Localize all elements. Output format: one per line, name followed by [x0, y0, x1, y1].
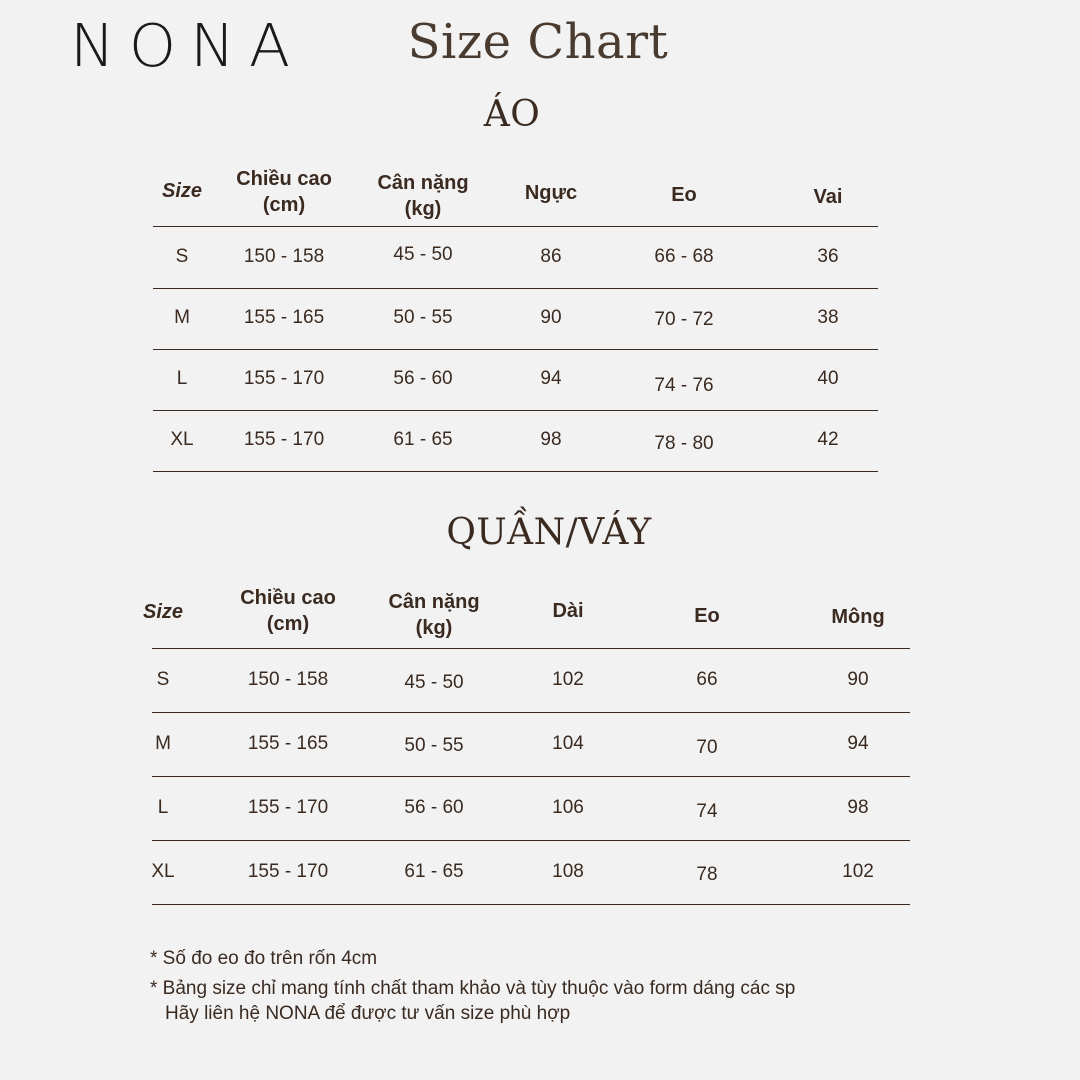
bottoms-heading: QUẦN/VÁY: [446, 512, 652, 553]
bottoms-row-2-col-2: 56 - 60: [404, 797, 464, 818]
tops-row-3-col-1: 155 - 170: [243, 429, 325, 450]
tops-row-1-col-0: M: [174, 307, 190, 328]
tops-rule-3: [153, 410, 878, 411]
tops-header-col-5: Vai: [813, 186, 843, 208]
tops-row-3-col-2: 61 - 65: [393, 429, 453, 450]
bottoms-rule-3: [152, 840, 910, 841]
tops-header-col-4: Eo: [671, 184, 697, 206]
note-contact: Hãy liên hệ NONA để được tư vấn size phù hợp: [165, 1003, 571, 1024]
bottoms-row-1-col-1: 155 - 165: [247, 733, 329, 754]
bottoms-header-col-4: Eo: [694, 605, 720, 627]
bottoms-row-1-col-0: M: [155, 733, 171, 754]
tops-heading: ÁO: [483, 94, 541, 135]
bottoms-header-col-1: Chiều cao (cm): [240, 587, 336, 635]
note-reference: * Bảng size chỉ mang tính chất tham khảo và tùy thuộc vào form dáng các sp: [150, 978, 796, 999]
tops-row-2-col-0: L: [176, 368, 188, 389]
bottoms-row-1-col-2: 50 - 55: [404, 735, 464, 756]
tops-row-1-col-5: 38: [817, 307, 839, 328]
bottoms-row-3-col-0: XL: [151, 861, 175, 882]
bottoms-rule-0: [152, 648, 910, 649]
tops-header-col-1: Chiều cao (cm): [236, 168, 332, 216]
note-waist: * Số đo eo đo trên rốn 4cm: [150, 948, 378, 969]
tops-rule-4: [153, 471, 878, 472]
bottoms-row-1-col-5: 94: [847, 733, 869, 754]
bottoms-row-3-col-2: 61 - 65: [404, 861, 464, 882]
tops-row-2-col-3: 94: [540, 368, 562, 389]
bottoms-rule-2: [152, 776, 910, 777]
tops-row-0-col-1: 150 - 158: [243, 246, 325, 267]
tops-row-1-col-1: 155 - 165: [243, 307, 325, 328]
bottoms-row-2-col-3: 106: [552, 797, 584, 818]
tops-row-2-col-5: 40: [817, 368, 839, 389]
bottoms-row-1-col-3: 104: [552, 733, 584, 754]
bottoms-row-1-col-4: 70: [696, 737, 718, 758]
bottoms-header-col-0: Size: [142, 601, 184, 623]
page-title: Size Chart: [407, 14, 669, 70]
tops-rule-2: [153, 349, 878, 350]
bottoms-row-2-col-1: 155 - 170: [247, 797, 329, 818]
tops-row-3-col-3: 98: [540, 429, 562, 450]
tops-row-0-col-5: 36: [817, 246, 839, 267]
bottoms-header-col-2: Cân nặng (kg): [388, 591, 480, 639]
tops-row-2-col-4: 74 - 76: [654, 375, 714, 396]
bottoms-row-0-col-0: S: [156, 669, 170, 690]
bottoms-row-0-col-2: 45 - 50: [404, 672, 464, 693]
tops-row-3-col-0: XL: [170, 429, 194, 450]
tops-rule-0: [153, 226, 878, 227]
bottoms-row-3-col-4: 78: [696, 864, 718, 885]
bottoms-row-2-col-5: 98: [847, 797, 869, 818]
tops-row-0-col-0: S: [175, 246, 189, 267]
tops-row-0-col-4: 66 - 68: [654, 246, 714, 267]
tops-row-0-col-3: 86: [540, 246, 562, 267]
tops-header-col-2: Cân nặng (kg): [377, 172, 469, 220]
brand-logo: NONA: [70, 12, 305, 81]
tops-header-col-3: Ngực: [524, 182, 578, 204]
tops-row-0-col-2: 45 - 50: [393, 244, 453, 265]
bottoms-row-0-col-4: 66: [696, 669, 718, 690]
bottoms-row-2-col-0: L: [157, 797, 169, 818]
bottoms-row-2-col-4: 74: [696, 801, 718, 822]
tops-row-1-col-2: 50 - 55: [393, 307, 453, 328]
tops-row-2-col-1: 155 - 170: [243, 368, 325, 389]
tops-row-1-col-4: 70 - 72: [654, 309, 714, 330]
bottoms-header-col-3: Dài: [552, 600, 584, 622]
bottoms-row-0-col-3: 102: [552, 669, 584, 690]
bottoms-row-3-col-1: 155 - 170: [247, 861, 329, 882]
tops-header-col-0: Size: [161, 180, 203, 202]
bottoms-row-0-col-1: 150 - 158: [247, 669, 329, 690]
tops-row-2-col-2: 56 - 60: [393, 368, 453, 389]
bottoms-row-0-col-5: 90: [847, 669, 869, 690]
bottoms-row-3-col-5: 102: [842, 861, 874, 882]
bottoms-header-col-5: Mông: [831, 606, 885, 628]
bottoms-rule-1: [152, 712, 910, 713]
bottoms-rule-4: [152, 904, 910, 905]
tops-row-3-col-5: 42: [817, 429, 839, 450]
tops-rule-1: [153, 288, 878, 289]
tops-row-3-col-4: 78 - 80: [654, 433, 714, 454]
bottoms-row-3-col-3: 108: [552, 861, 584, 882]
tops-row-1-col-3: 90: [540, 307, 562, 328]
